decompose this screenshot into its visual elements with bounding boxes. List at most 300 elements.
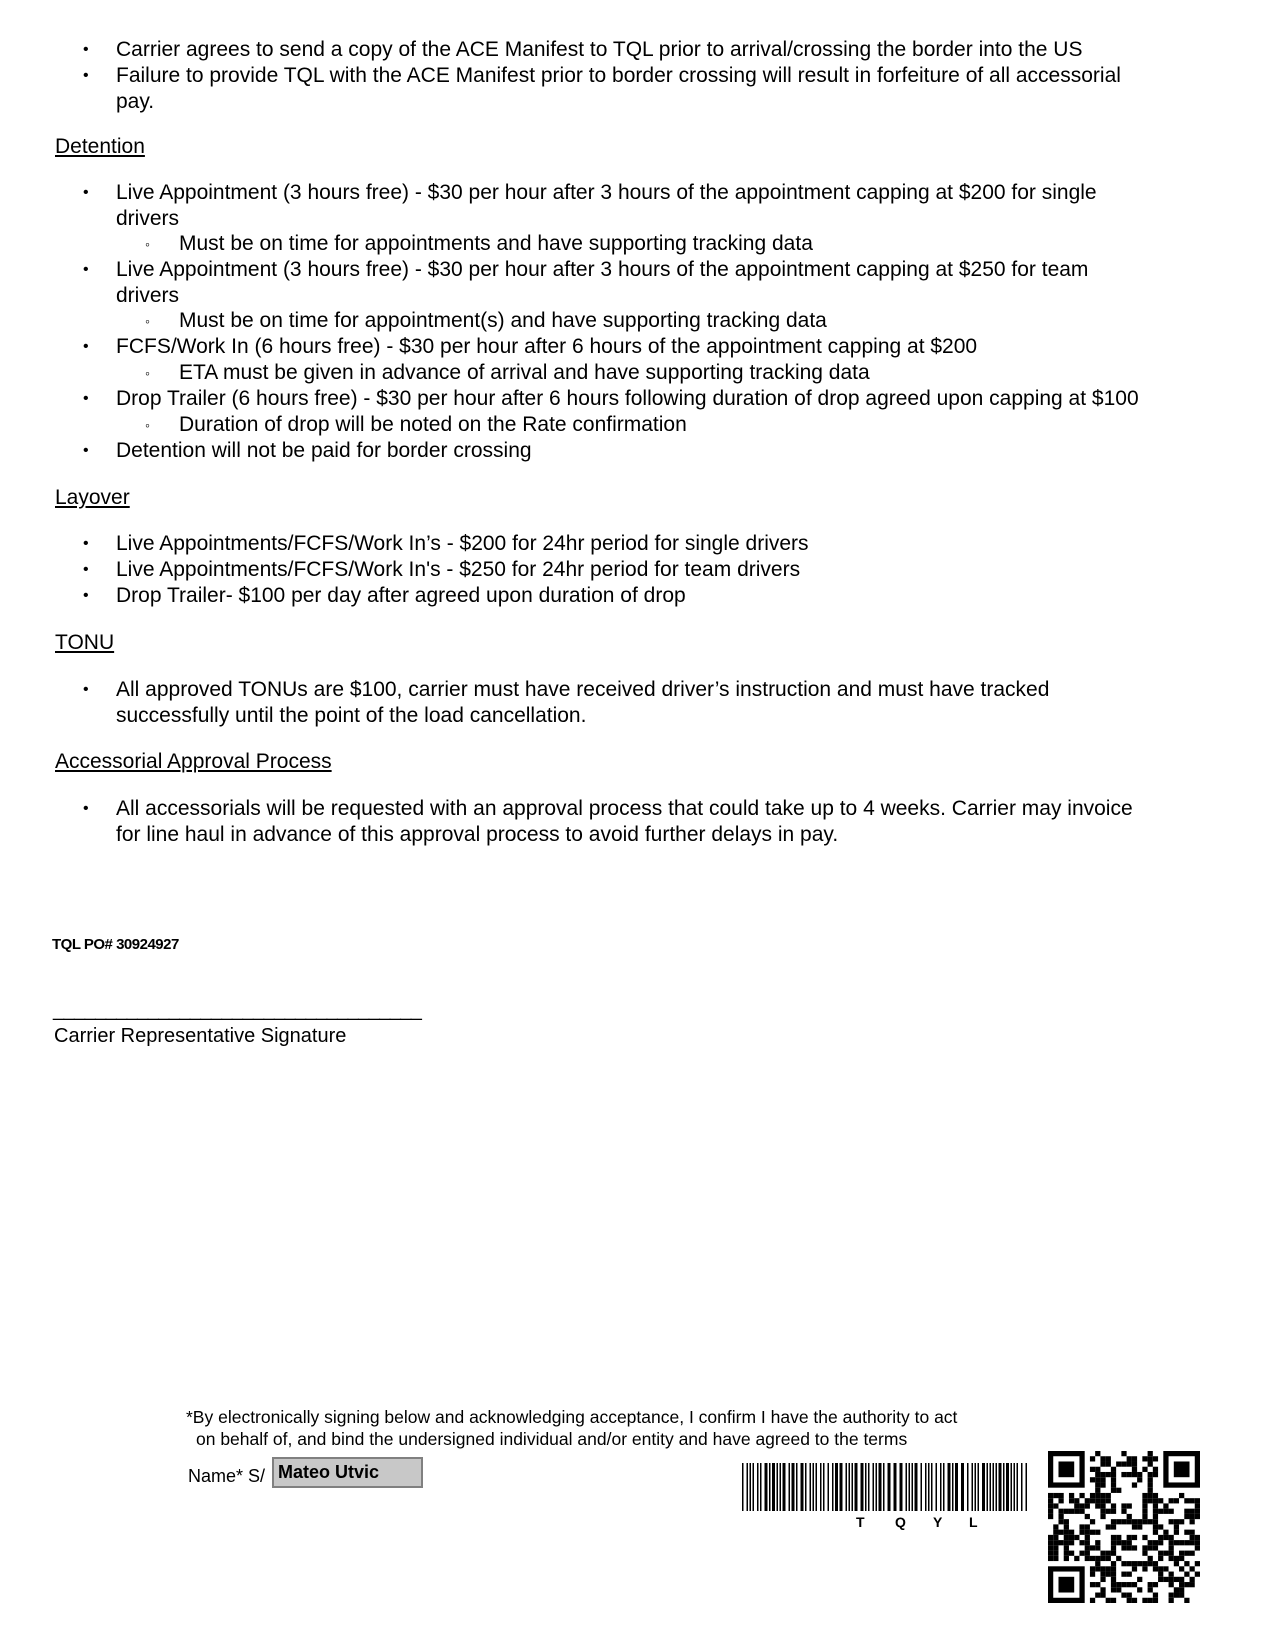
- qr-module: [1127, 1519, 1132, 1524]
- barcode-bar: [849, 1463, 851, 1511]
- qr-module: [1195, 1535, 1200, 1540]
- qr-module: [1153, 1582, 1158, 1587]
- qr-module: [1111, 1577, 1116, 1582]
- barcode-bar: [816, 1463, 818, 1511]
- qr-module: [1153, 1540, 1158, 1545]
- qr-module: [1195, 1540, 1200, 1545]
- qr-module: [1100, 1498, 1105, 1503]
- qr-module: [1127, 1461, 1132, 1466]
- sub-bullet: ◦: [145, 313, 150, 329]
- qr-module: [1053, 1551, 1058, 1556]
- qr-module: [1148, 1461, 1153, 1466]
- qr-module: [1184, 1551, 1189, 1556]
- qr-module: [1069, 1540, 1074, 1545]
- qr-module: [1169, 1577, 1174, 1582]
- qr-module: [1064, 1540, 1069, 1545]
- qr-module: [1132, 1561, 1137, 1566]
- barcode-bar: [921, 1463, 923, 1511]
- barcode-bar: [1003, 1463, 1005, 1511]
- qr-module: [1053, 1535, 1058, 1540]
- sub-bullet: ◦: [145, 236, 150, 252]
- qr-module: [1106, 1498, 1111, 1503]
- qr-module: [1090, 1566, 1095, 1571]
- qr-module: [1090, 1598, 1095, 1603]
- detention-item-3-sub: ETA must be given in advance of arrival and have supporting tracking data: [179, 361, 870, 384]
- qr-module: [1111, 1587, 1116, 1592]
- qr-module: [1174, 1519, 1179, 1524]
- qr-module: [1116, 1587, 1121, 1592]
- qr-module: [1111, 1477, 1116, 1482]
- qr-module: [1148, 1472, 1153, 1477]
- qr-module: [1142, 1503, 1147, 1508]
- detention-item-2-line2: drivers: [116, 284, 180, 307]
- qr-module: [1085, 1498, 1090, 1503]
- qr-module: [1163, 1509, 1168, 1514]
- qr-module: [1095, 1545, 1100, 1550]
- detention-item-1-sub: Must be on time for appointments and have supporting tracking data: [179, 232, 813, 255]
- qr-module: [1111, 1467, 1116, 1472]
- qr-module: [1132, 1461, 1137, 1466]
- qr-module: [1184, 1540, 1189, 1545]
- po-number: TQL PO# 30924927: [52, 936, 179, 953]
- barcode-bar: [840, 1463, 843, 1511]
- detention-heading: Detention: [55, 135, 145, 158]
- qr-module: [1184, 1509, 1189, 1514]
- barcode-bar: [760, 1463, 762, 1511]
- qr-module: [1116, 1488, 1121, 1493]
- qr-module: [1142, 1498, 1147, 1503]
- qr-module: [1158, 1551, 1163, 1556]
- qr-module: [1174, 1556, 1179, 1561]
- qr-module: [1148, 1598, 1153, 1603]
- qr-module: [1132, 1582, 1137, 1587]
- barcode-bar: [769, 1463, 771, 1511]
- approval-heading: Accessorial Approval Process: [55, 750, 332, 773]
- qr-module: [1153, 1524, 1158, 1529]
- qr-module: [1142, 1535, 1147, 1540]
- qr-module: [1153, 1519, 1158, 1524]
- qr-module: [1153, 1593, 1158, 1598]
- qr-module: [1174, 1530, 1179, 1535]
- qr-module: [1137, 1577, 1142, 1582]
- qr-module: [1148, 1519, 1153, 1524]
- barcode-bar: [753, 1463, 755, 1511]
- bullet: •: [83, 800, 89, 817]
- qr-module: [1153, 1472, 1158, 1477]
- qr-module: [1106, 1572, 1111, 1577]
- esign-statement-line1: *By electronically signing below and acknowledging acceptance, I confirm I have the authority to act: [186, 1407, 958, 1427]
- qr-module: [1106, 1472, 1111, 1477]
- qr-module: [1148, 1540, 1153, 1545]
- qr-module: [1127, 1593, 1132, 1598]
- qr-module: [1174, 1461, 1190, 1477]
- qr-module: [1121, 1561, 1126, 1566]
- qr-module: [1095, 1451, 1100, 1456]
- barcode-bar: [846, 1463, 848, 1511]
- qr-module: [1153, 1493, 1158, 1498]
- qr-module: [1148, 1482, 1153, 1487]
- qr-module: [1127, 1540, 1132, 1545]
- qr-module: [1148, 1582, 1153, 1587]
- qr-module: [1179, 1582, 1184, 1587]
- barcode-bar: [906, 1463, 908, 1511]
- qr-module: [1111, 1482, 1116, 1487]
- barcode-bar: [772, 1463, 775, 1511]
- qr-module: [1132, 1566, 1137, 1571]
- qr-module: [1090, 1456, 1095, 1461]
- qr-module: [1179, 1587, 1184, 1592]
- qr-module: [1179, 1556, 1184, 1561]
- qr-module: [1169, 1509, 1174, 1514]
- qr-module: [1190, 1577, 1195, 1582]
- qr-module: [1048, 1509, 1053, 1514]
- qr-module: [1163, 1566, 1168, 1571]
- qr-module: [1053, 1493, 1058, 1498]
- qr-module: [1048, 1556, 1053, 1561]
- layover-heading: Layover: [55, 486, 130, 509]
- sub-bullet: ◦: [145, 365, 150, 381]
- qr-module: [1153, 1456, 1158, 1461]
- qr-module: [1095, 1503, 1100, 1508]
- qr-module: [1095, 1556, 1100, 1561]
- qr-module: [1058, 1577, 1074, 1593]
- qr-module: [1106, 1524, 1111, 1529]
- qr-module: [1079, 1524, 1084, 1529]
- qr-module: [1048, 1540, 1053, 1545]
- qr-module: [1095, 1593, 1100, 1598]
- qr-module: [1158, 1524, 1163, 1529]
- qr-module: [1121, 1519, 1126, 1524]
- qr-module: [1190, 1519, 1195, 1524]
- qr-module: [1106, 1598, 1111, 1603]
- qr-module: [1132, 1545, 1137, 1550]
- qr-module: [1111, 1598, 1116, 1603]
- qr-module: [1174, 1540, 1179, 1545]
- qr-module: [1058, 1498, 1063, 1503]
- qr-module: [1048, 1551, 1053, 1556]
- barcode-bar: [792, 1463, 795, 1511]
- qr-module: [1116, 1461, 1121, 1466]
- qr-module: [1100, 1551, 1105, 1556]
- qr-module: [1064, 1535, 1069, 1540]
- qr-module: [1169, 1498, 1174, 1503]
- bullet: •: [83, 184, 89, 201]
- qr-module: [1190, 1530, 1195, 1535]
- layover-item-2: Live Appointments/FCFS/Work In's - $250 for 24hr period for team drivers: [116, 558, 801, 581]
- qr-module: [1095, 1566, 1100, 1571]
- barcode-bar: [996, 1463, 998, 1511]
- barcode-char: Q: [895, 1514, 906, 1530]
- qr-module: [1174, 1524, 1179, 1529]
- detention-item-2-line1: Live Appointment (3 hours free) - $30 per hour after 3 hours of the appointment capping at $250 for team: [116, 258, 1089, 281]
- barcode-bar: [961, 1463, 964, 1511]
- qr-module: [1169, 1545, 1174, 1550]
- qr-module: [1174, 1593, 1179, 1598]
- qr-module: [1111, 1551, 1116, 1556]
- barcode-bar: [972, 1463, 974, 1511]
- qr-module: [1053, 1545, 1058, 1550]
- qr-module: [1190, 1514, 1195, 1519]
- barcode-char: L: [969, 1514, 978, 1530]
- qr-module: [1184, 1514, 1189, 1519]
- qr-module: [1195, 1545, 1200, 1550]
- qr-module: [1095, 1488, 1100, 1493]
- qr-module: [1121, 1545, 1126, 1550]
- qr-module: [1095, 1498, 1100, 1503]
- qr-module: [1064, 1519, 1069, 1524]
- detention-item-1-line2: drivers: [116, 207, 180, 230]
- barcode-icon: [740, 1463, 1030, 1529]
- qr-module: [1100, 1514, 1105, 1519]
- qr-module: [1116, 1582, 1121, 1587]
- qr-module: [1053, 1556, 1058, 1561]
- qr-module: [1048, 1545, 1053, 1550]
- detention-item-2-sub: Must be on time for appointment(s) and have supporting tracking data: [179, 309, 827, 332]
- qr-module: [1095, 1472, 1100, 1477]
- bullet: •: [83, 561, 89, 578]
- qr-module: [1121, 1472, 1126, 1477]
- qr-module: [1048, 1514, 1053, 1519]
- qr-module: [1121, 1509, 1126, 1514]
- qr-module: [1090, 1498, 1095, 1503]
- qr-module: [1085, 1545, 1090, 1550]
- barcode-bar: [975, 1463, 977, 1511]
- ace-item-2-line2: pay.: [116, 90, 155, 113]
- qr-module: [1195, 1503, 1200, 1508]
- barcode-bar: [978, 1463, 980, 1511]
- qr-module: [1095, 1467, 1100, 1472]
- qr-module: [1121, 1582, 1126, 1587]
- qr-module: [1090, 1493, 1095, 1498]
- qr-module: [1195, 1572, 1200, 1577]
- detention-item-5: Detention will not be paid for border crossing: [116, 439, 532, 462]
- barcode-bar: [765, 1463, 768, 1511]
- qr-module: [1090, 1556, 1095, 1561]
- qr-module: [1090, 1530, 1095, 1535]
- qr-module: [1058, 1530, 1063, 1535]
- barcode-bar: [855, 1463, 858, 1511]
- qr-module: [1085, 1530, 1090, 1535]
- qr-module: [1163, 1503, 1168, 1508]
- qr-module: [1100, 1477, 1105, 1482]
- qr-module: [1179, 1566, 1184, 1571]
- qr-module: [1158, 1535, 1163, 1540]
- qr-module: [1195, 1561, 1200, 1566]
- barcode-bar: [868, 1463, 870, 1511]
- qr-module: [1153, 1566, 1158, 1571]
- barcode-bar: [823, 1463, 825, 1511]
- qr-module: [1190, 1540, 1195, 1545]
- qr-module: [1195, 1498, 1200, 1503]
- barcode-bar: [909, 1463, 911, 1511]
- qr-module: [1048, 1503, 1053, 1508]
- qr-module: [1053, 1503, 1058, 1508]
- qr-module: [1169, 1598, 1174, 1603]
- ace-item-2-line1: Failure to provide TQL with the ACE Manifest prior to border crossing will result in forfeiture of all accessorial: [116, 64, 1121, 87]
- signer-name-field[interactable]: Mateo Utvic: [272, 1457, 423, 1488]
- qr-module: [1163, 1577, 1168, 1582]
- qr-module: [1100, 1456, 1105, 1461]
- qr-module: [1184, 1498, 1189, 1503]
- detention-item-3: FCFS/Work In (6 hours free) - $30 per hour after 6 hours of the appointment capping at $200: [116, 335, 978, 358]
- qr-module: [1137, 1477, 1142, 1482]
- qr-module: [1121, 1461, 1126, 1466]
- qr-module: [1100, 1509, 1105, 1514]
- qr-module: [1100, 1587, 1105, 1592]
- qr-module: [1079, 1551, 1084, 1556]
- barcode-bar: [742, 1463, 744, 1511]
- qr-module: [1111, 1524, 1116, 1529]
- barcode-bar: [912, 1463, 914, 1511]
- qr-module: [1053, 1530, 1058, 1535]
- barcode-bar: [894, 1463, 897, 1511]
- signature-line: ___________________________________: [53, 999, 422, 1021]
- barcode-bar: [925, 1463, 927, 1511]
- qr-module: [1085, 1535, 1090, 1540]
- qr-module: [1184, 1582, 1189, 1587]
- bullet: •: [83, 338, 89, 355]
- barcode-bar: [943, 1463, 945, 1511]
- qr-module: [1169, 1556, 1174, 1561]
- qr-module: [1153, 1545, 1158, 1550]
- qr-module: [1100, 1556, 1105, 1561]
- qr-module: [1074, 1503, 1079, 1508]
- qr-module: [1106, 1461, 1111, 1466]
- qr-module: [1142, 1456, 1147, 1461]
- qr-module: [1137, 1524, 1142, 1529]
- qr-module: [1132, 1482, 1137, 1487]
- barcode-bar: [948, 1463, 951, 1511]
- qr-module: [1111, 1545, 1116, 1550]
- barcode-bar: [1026, 1463, 1028, 1511]
- barcode-char: Y: [933, 1514, 943, 1530]
- qr-module: [1127, 1535, 1132, 1540]
- qr-module: [1184, 1572, 1189, 1577]
- qr-module: [1148, 1498, 1153, 1503]
- qr-module: [1142, 1509, 1147, 1514]
- barcode-bar: [952, 1463, 954, 1511]
- qr-module: [1100, 1493, 1105, 1498]
- tonu-item-1-line2: successfully until the point of the load cancellation.: [116, 704, 587, 727]
- qr-module: [1116, 1556, 1121, 1561]
- qr-module: [1158, 1540, 1163, 1545]
- barcode-bar: [757, 1463, 759, 1511]
- layover-item-3: Drop Trailer- $100 per day after agreed upon duration of drop: [116, 584, 686, 607]
- qr-module: [1100, 1482, 1105, 1487]
- qr-module: [1137, 1519, 1142, 1524]
- tonu-heading: TONU: [55, 631, 115, 654]
- barcode-bar: [777, 1463, 779, 1511]
- qr-module: [1132, 1519, 1137, 1524]
- barcode-bar: [999, 1463, 1002, 1511]
- qr-module: [1190, 1582, 1195, 1587]
- qr-module: [1058, 1540, 1063, 1545]
- qr-module: [1121, 1540, 1126, 1545]
- barcode-bar: [861, 1463, 864, 1511]
- qr-module: [1079, 1530, 1084, 1535]
- barcode-bar: [820, 1463, 822, 1511]
- barcode-bar: [967, 1463, 969, 1511]
- qr-module: [1069, 1535, 1074, 1540]
- qr-module: [1048, 1535, 1053, 1540]
- qr-module: [1058, 1461, 1074, 1477]
- qr-module: [1169, 1572, 1174, 1577]
- approval-item-1-line2: for line haul in advance of this approval process to avoid further delays in pay.: [116, 823, 839, 846]
- qr-module: [1111, 1566, 1116, 1571]
- barcode-bar: [987, 1463, 989, 1511]
- barcode-bar: [796, 1463, 798, 1511]
- barcode-bar: [990, 1463, 992, 1511]
- qr-module: [1058, 1519, 1063, 1524]
- qr-module: [1142, 1551, 1147, 1556]
- bullet: •: [83, 41, 89, 58]
- qr-module: [1100, 1593, 1105, 1598]
- barcode-bar: [747, 1463, 749, 1511]
- qr-module: [1153, 1530, 1158, 1535]
- qr-module: [1069, 1498, 1074, 1503]
- barcode-bar: [883, 1463, 885, 1511]
- qr-module: [1132, 1598, 1137, 1603]
- approval-item-1-line1: All accessorials will be requested with an approval process that could take up to 4 weeks. Carrier may invoice: [116, 797, 1133, 820]
- qr-module: [1195, 1509, 1200, 1514]
- qr-module: [1127, 1545, 1132, 1550]
- barcode-bar: [810, 1463, 812, 1511]
- qr-module: [1111, 1472, 1116, 1477]
- qr-module: [1069, 1493, 1074, 1498]
- bullet: •: [83, 67, 89, 84]
- barcode-bar: [888, 1463, 891, 1511]
- qr-module: [1142, 1598, 1147, 1603]
- qr-module: [1153, 1561, 1158, 1566]
- qr-module: [1127, 1561, 1132, 1566]
- qr-module: [1095, 1530, 1100, 1535]
- qr-module: [1127, 1503, 1132, 1508]
- qr-module: [1158, 1577, 1163, 1582]
- qr-module: [1190, 1566, 1195, 1571]
- qr-module: [1111, 1582, 1116, 1587]
- qr-module: [1169, 1593, 1174, 1598]
- barcode-bar: [783, 1463, 786, 1511]
- bullet: •: [83, 390, 89, 407]
- qr-module: [1174, 1561, 1179, 1566]
- qr-module: [1106, 1556, 1111, 1561]
- qr-module: [1090, 1477, 1095, 1482]
- qr-module: [1053, 1524, 1058, 1529]
- qr-module: [1169, 1551, 1174, 1556]
- qr-module: [1095, 1561, 1100, 1566]
- qr-module: [1142, 1514, 1147, 1519]
- barcode-char: T: [856, 1514, 865, 1530]
- bullet: •: [83, 535, 89, 552]
- qr-module: [1179, 1519, 1184, 1524]
- qr-module: [1190, 1498, 1195, 1503]
- qr-module: [1085, 1524, 1090, 1529]
- qr-module: [1184, 1561, 1189, 1566]
- bullet: •: [83, 442, 89, 459]
- qr-module: [1064, 1551, 1069, 1556]
- qr-module: [1058, 1514, 1063, 1519]
- qr-module: [1142, 1545, 1147, 1550]
- qr-module: [1090, 1582, 1095, 1587]
- qr-module: [1069, 1551, 1074, 1556]
- qr-module: [1127, 1472, 1132, 1477]
- qr-module: [1064, 1524, 1069, 1529]
- qr-module: [1074, 1498, 1079, 1503]
- qr-module: [1074, 1535, 1079, 1540]
- barcode-bar: [801, 1463, 804, 1511]
- qr-module: [1169, 1519, 1174, 1524]
- qr-module: [1100, 1472, 1105, 1477]
